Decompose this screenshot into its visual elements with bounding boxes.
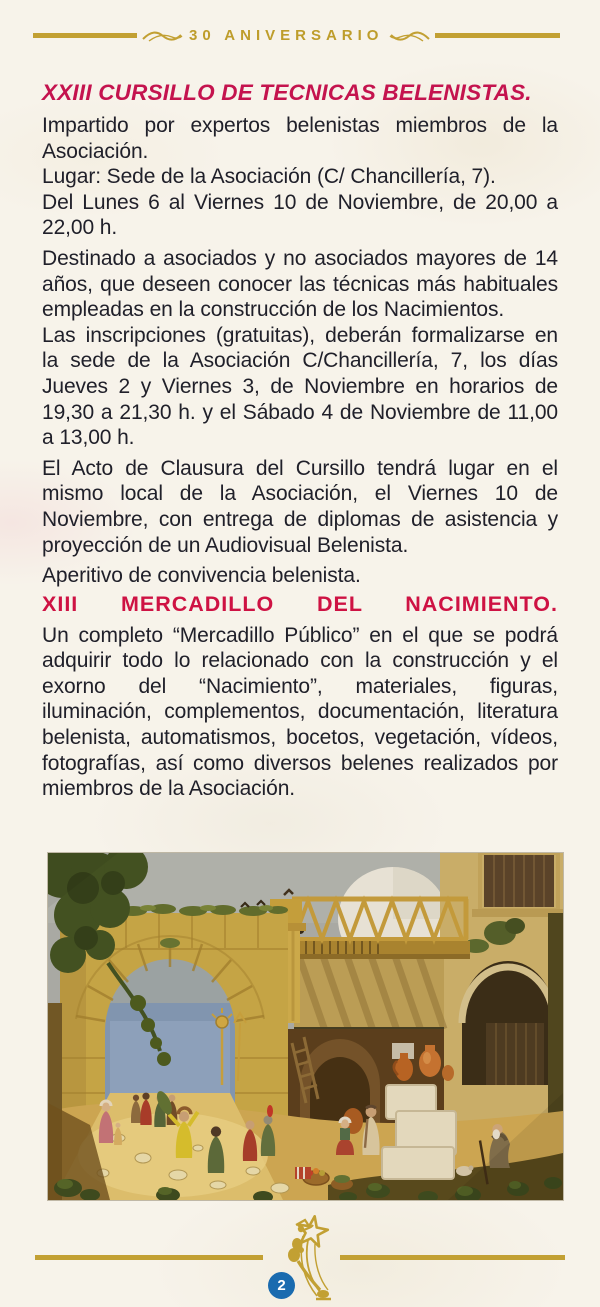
footer-rule-right	[340, 1255, 565, 1260]
flourish-right-icon	[389, 28, 431, 44]
banner-title: 30 ANIVERSARIO	[189, 27, 384, 44]
paragraph: Del Lunes 6 al Viernes 10 de Noviembre, de 20,00 a 22,00 h.	[42, 190, 558, 240]
banner-rule-left	[33, 33, 137, 38]
paragraph: Lugar: Sede de la Asociación (C/ Chancillería, 7).	[42, 165, 496, 189]
anniversary-banner	[33, 27, 560, 44]
paragraph: El Acto de Clausura del Cursillo tendrá lugar en el mismo local de la Asociación, el Viernes 10 de Noviembre, con entrega de diplomas de asistencia y proyección de un Audiovisual Belenista.	[42, 456, 558, 557]
banner-rule-right	[435, 33, 560, 38]
footer-rule-left	[35, 1255, 263, 1260]
paragraph: Un completo “Mercadillo Público” en el que se podrá adquirir todo lo relacionado con la construcción y el exorno del “Nacimiento”, materiales, figuras, iluminación, complementos, documentación, literatura belenista, automatismos, bocetos, vegetación, vídeos, fotografías, así como diversos belenes realizados por miembros de la Asociación.	[42, 623, 558, 801]
paragraph: Las inscripciones (gratuitas), deberán formalizarse en la sede de la Asociación C/Chancillería, 7, los días Jueves 2 y Viernes 3, de Noviembre en horarios de 19,30 a 21,30 h. y el Sábado 4 de Noviembre de 11,00 a 13,00 h.	[42, 323, 558, 450]
paragraph: Impartido por expertos belenistas miembros de la Asociación.	[42, 114, 558, 163]
nativity-photo	[48, 853, 563, 1200]
flourish-left-icon	[141, 28, 183, 44]
article-content	[42, 80, 558, 802]
section-heading-cursillo: XXIII CURSILLO DE TECNICAS BELENISTAS.	[42, 80, 532, 105]
section-heading-mercadillo: XIII MERCADILLO DEL NACIMIENTO.	[42, 591, 558, 616]
paragraph: Aperitivo de convivencia belenista.	[42, 564, 361, 588]
paragraph: Destinado a asociados y no asociados mayores de 14 años, que deseen conocer las técnicas más habituales empleadas en la construcción de los Nacimientos.	[42, 246, 558, 322]
page-number-badge: 2	[268, 1272, 295, 1299]
